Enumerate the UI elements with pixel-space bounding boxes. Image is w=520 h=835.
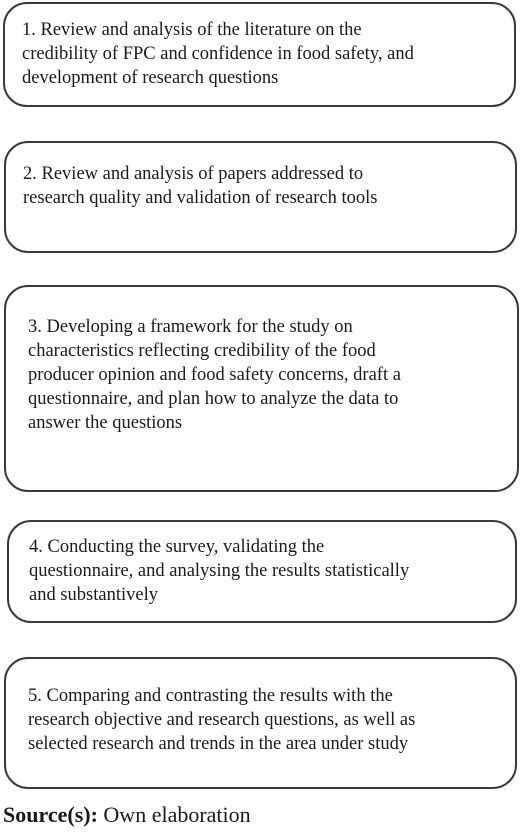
step-4-line-1: 4. Conducting the survey, validating the — [29, 537, 325, 557]
step-5-line-2: research objective and research questions, as well as — [28, 710, 416, 730]
step-5-box — [4, 657, 517, 789]
step-3-text — [28, 315, 507, 435]
step-5-line-3: selected research and trends in the area under study — [28, 734, 409, 754]
step-5-line-1: 5. Comparing and contrasting the results with the — [28, 686, 393, 706]
step-3-line-5: answer the questions — [28, 413, 183, 433]
step-1-line-2: credibility of FPC and confidence in food safety, and — [22, 44, 414, 64]
source-text: Own elaboration — [97, 802, 251, 827]
source-note — [3, 800, 251, 830]
step-1-line-3: development of research questions — [22, 68, 279, 88]
step-3-line-1: 3. Developing a framework for the study on — [28, 317, 353, 337]
step-1-line-1: 1. Review and analysis of the literature on the — [22, 20, 362, 40]
step-3-line-3: producer opinion and food safety concerns, draft a — [28, 365, 401, 385]
step-4-line-2: questionnaire, and analysing the results statistically — [29, 561, 410, 581]
step-2-line-1: 2. Review and analysis of papers addressed to — [23, 164, 364, 184]
step-5-text — [28, 684, 505, 756]
step-1-text — [22, 18, 504, 90]
step-3-box — [4, 285, 519, 492]
source-label: Source(s): — [3, 802, 98, 827]
step-1-box — [3, 2, 516, 107]
step-2-box — [4, 141, 517, 253]
step-2-text — [23, 162, 505, 210]
step-4-line-3: and substantively — [29, 585, 158, 605]
step-4-box — [7, 520, 517, 623]
step-2-line-2: research quality and validation of research tools — [23, 188, 378, 208]
step-3-line-4: questionnaire, and plan how to analyze the data to — [28, 389, 399, 409]
step-3-line-2: characteristics reflecting credibility of the food — [28, 341, 376, 361]
step-4-text — [29, 535, 505, 607]
